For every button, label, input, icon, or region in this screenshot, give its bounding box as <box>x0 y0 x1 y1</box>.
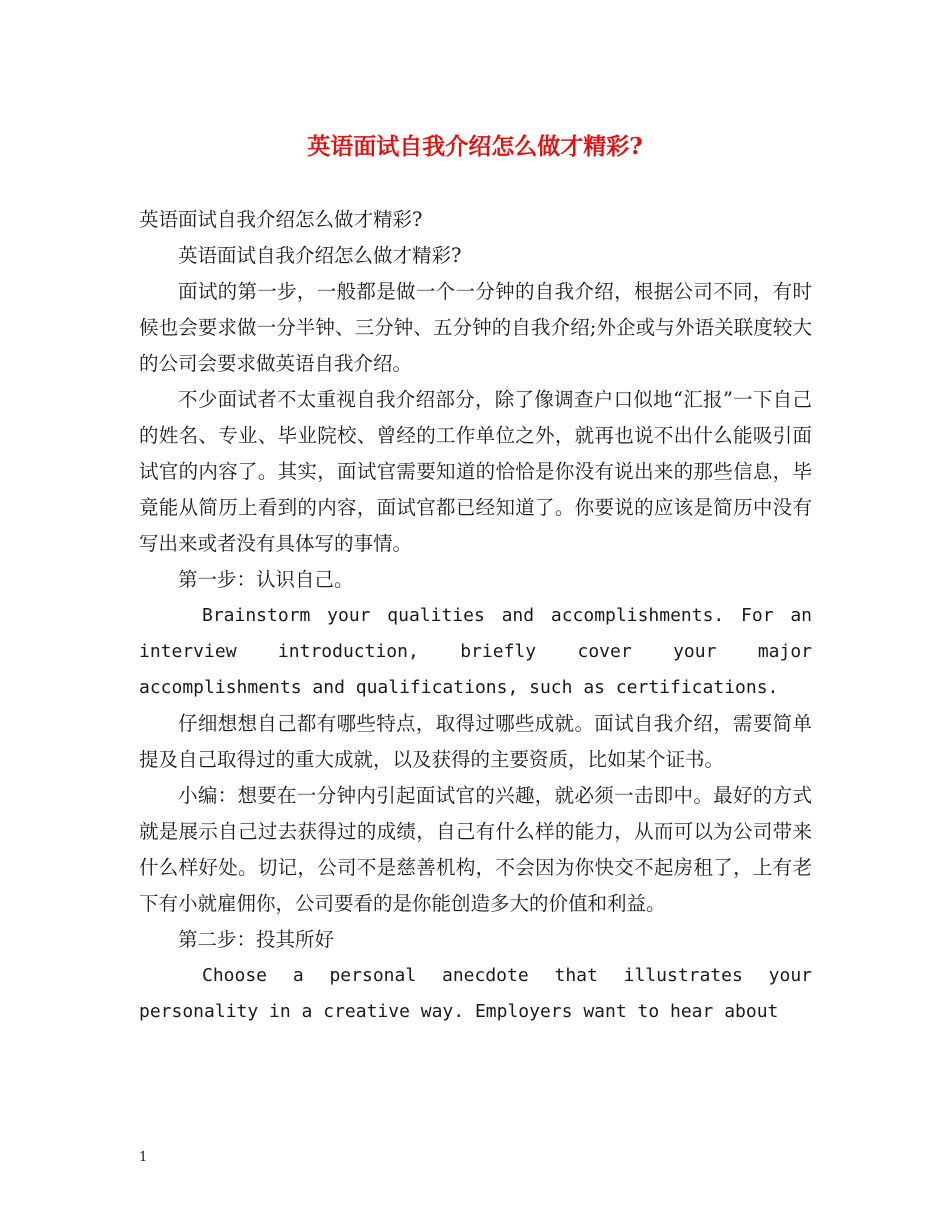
paragraph-heading-repeat: 英语面试自我介绍怎么做才精彩? <box>139 208 423 231</box>
document-body <box>139 202 812 1030</box>
page-number: 1 <box>139 1150 148 1165</box>
paragraph-step-one-english: Brainstorm your qualities and accomplishments. For an interview introduction, briefly cover your major accomplishments and qualifications, such as certifications. <box>139 605 812 698</box>
paragraph-editor-note: 小编：想要在一分钟内引起面试官的兴趣，就必须一击即中。最好的方式就是展示自己过去获得过的成绩，自己有什么样的能力，从而可以为公司带来什么样好处。切记，公司不是慈善机构，不会因为你快交不起房租了，上有老下有小就雇佣你，公司要看的是你能创造多大的价值和利益。 <box>139 784 812 915</box>
paragraph-step-one-heading: 第一步：认识自己。 <box>178 568 354 591</box>
paragraph-subtitle: 英语面试自我介绍怎么做才精彩? <box>178 244 462 267</box>
document-title: 英语面试自我介绍怎么做才精彩? <box>307 133 643 160</box>
paragraph-step-two-english: Choose a personal anecdote that illustrates your personality in a creative way. Employers want to hear about <box>139 965 812 1022</box>
paragraph-advice: 不少面试者不太重视自我介绍部分，除了像调查户口似地“汇报”一下自己的姓名、专业、毕业院校、曾经的工作单位之外，就再也说不出什么能吸引面试官的内容了。其实，面试官需要知道的恰恰是你没有说出来的那些信息，毕竟能从简历上看到的内容，面试官都已经知道了。你要说的应该是简历中没有写出来或者没有具体写的事情。 <box>139 388 812 555</box>
paragraph-intro: 面试的第一步，一般都是做一个一分钟的自我介绍，根据公司不同，有时候也会要求做一分半钟、三分钟、五分钟的自我介绍;外企或与外语关联度较大的公司会要求做英语自我介绍。 <box>139 280 812 375</box>
paragraph-step-one-chinese: 仔细想想自己都有哪些特点，取得过哪些成就。面试自我介绍，需要简单提及自己取得过的重大成就，以及获得的主要资质，比如某个证书。 <box>139 712 812 771</box>
paragraph-step-two-heading: 第二步：投其所好 <box>178 928 335 951</box>
